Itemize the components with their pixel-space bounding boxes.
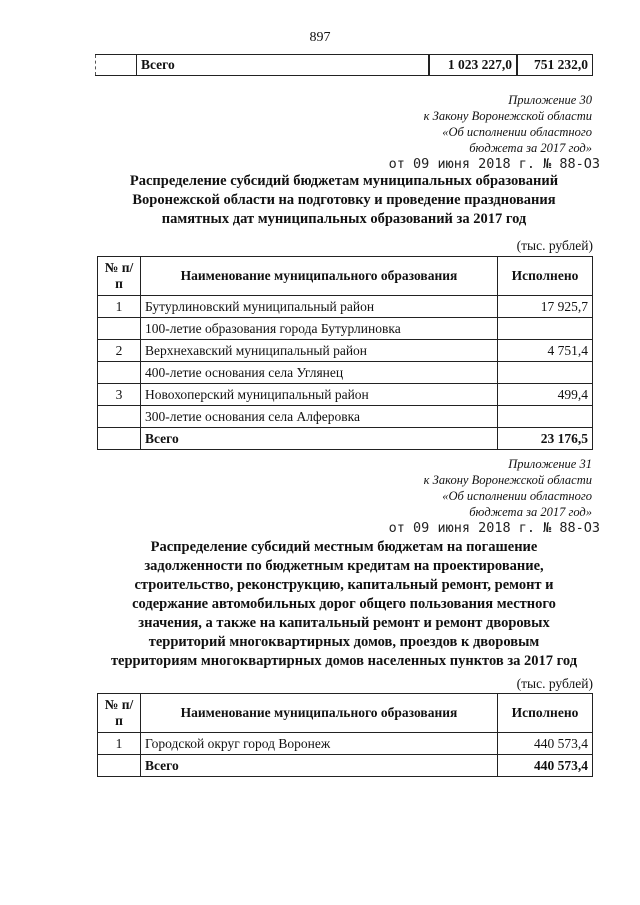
cell-num: 2 (98, 340, 141, 362)
units-label: (тыс. рублей) (516, 238, 593, 253)
header-num: № п/п (98, 694, 141, 733)
table-total-row (98, 428, 593, 450)
subsidy-table (97, 256, 593, 450)
section-title (95, 538, 593, 671)
appendix-line: к Закону Воронежской области (423, 109, 592, 123)
title-line: содержание автомобильных дорог общего пользования местного (132, 596, 556, 612)
title-line: Распределение субсидий бюджетам муниципальных образований (129, 173, 559, 189)
total-label: Всего (141, 428, 498, 450)
total-label: Всего (141, 755, 498, 777)
header-amount: Исполнено (498, 257, 593, 296)
cell-name: 300-летие основания села Алферовка (141, 406, 498, 428)
header-amount: Исполнено (498, 694, 593, 733)
title-line: строительство, реконструкцию, капитальный ремонт, ремонт и (134, 577, 554, 593)
cell-name: Городской округ город Воронеж (141, 733, 498, 755)
header-name: Наименование муниципального образования (141, 694, 498, 733)
cell-num (98, 318, 141, 340)
total-value-1: 1 023 227,0 (429, 55, 517, 76)
cell-num (98, 755, 141, 777)
subsidy-table (97, 693, 593, 777)
appendix-line: бюджета за 2017 год» (469, 505, 592, 519)
cell-num: 1 (98, 733, 141, 755)
table-row (96, 55, 593, 76)
cell-num: 1 (98, 296, 141, 318)
page-number: 897 (309, 30, 331, 45)
appendix-line: Приложение 31 (508, 457, 592, 471)
appendix-line: к Закону Воронежской области (423, 473, 592, 487)
table-total-row (98, 755, 593, 777)
header-num: № п/п (98, 257, 141, 296)
title-line: памятных дат муниципальных образований за 2017 год (161, 211, 527, 227)
table-row (98, 733, 593, 755)
cell-amount: 17 925,7 (498, 296, 593, 318)
units-label: (тыс. рублей) (516, 676, 593, 691)
previous-table-total (95, 54, 593, 76)
cell-num: 3 (98, 384, 141, 406)
appendix-31-heading (424, 456, 592, 520)
appendix-line: бюджета за 2017 год» (469, 141, 592, 155)
appendix-line: «Об исполнении областного (442, 489, 592, 503)
cell-name: 400-летие основания села Углянец (141, 362, 498, 384)
table-row (98, 318, 593, 340)
table-row (98, 362, 593, 384)
appendix-line: «Об исполнении областного (442, 125, 592, 139)
cell-num (98, 406, 141, 428)
decree-stamp: от 09 июня 2018 г. № 88-ОЗ (388, 156, 600, 172)
cell-amount: 499,4 (498, 384, 593, 406)
table-row (98, 340, 593, 362)
total-value-2: 751 232,0 (517, 55, 593, 76)
cell-num (98, 362, 141, 384)
section-title (95, 172, 593, 229)
table-row (98, 406, 593, 428)
cell-name: Новохоперский муниципальный район (141, 384, 498, 406)
table-header-row (98, 694, 593, 733)
cell-amount (498, 362, 593, 384)
decree-stamp: от 09 июня 2018 г. № 88-ОЗ (388, 520, 600, 536)
table-cell-num (96, 55, 137, 76)
cell-amount (498, 318, 593, 340)
title-line: Распределение субсидий местным бюджетам на погашение (150, 539, 538, 555)
cell-amount: 440 573,4 (498, 733, 593, 755)
cell-name: Бутурлиновский муниципальный район (141, 296, 498, 318)
table-row (98, 384, 593, 406)
header-name: Наименование муниципального образования (141, 257, 498, 296)
cell-num (98, 428, 141, 450)
cell-amount (498, 406, 593, 428)
total-amount: 440 573,4 (498, 755, 593, 777)
table-header-row (98, 257, 593, 296)
cell-name: Верхнехавский муниципальный район (141, 340, 498, 362)
title-line: значения, а также на капитальный ремонт и ремонт дворовых (138, 615, 550, 631)
total-label: Всего (137, 55, 430, 76)
cell-name: 100-летие образования города Бутурлиновка (141, 318, 498, 340)
title-line: Воронежской области на подготовку и проведение празднования (132, 192, 556, 208)
appendix-30-heading (424, 92, 592, 156)
title-line: территориям многоквартирных домов населенных пунктов за 2017 год (110, 653, 578, 669)
cell-amount: 4 751,4 (498, 340, 593, 362)
total-amount: 23 176,5 (498, 428, 593, 450)
table-row (98, 296, 593, 318)
title-line: задолженности по бюджетным кредитам на проектирование, (144, 558, 544, 574)
title-line: территорий многоквартирных домов, проездов к дворовым (148, 634, 540, 650)
appendix-line: Приложение 30 (508, 93, 592, 107)
